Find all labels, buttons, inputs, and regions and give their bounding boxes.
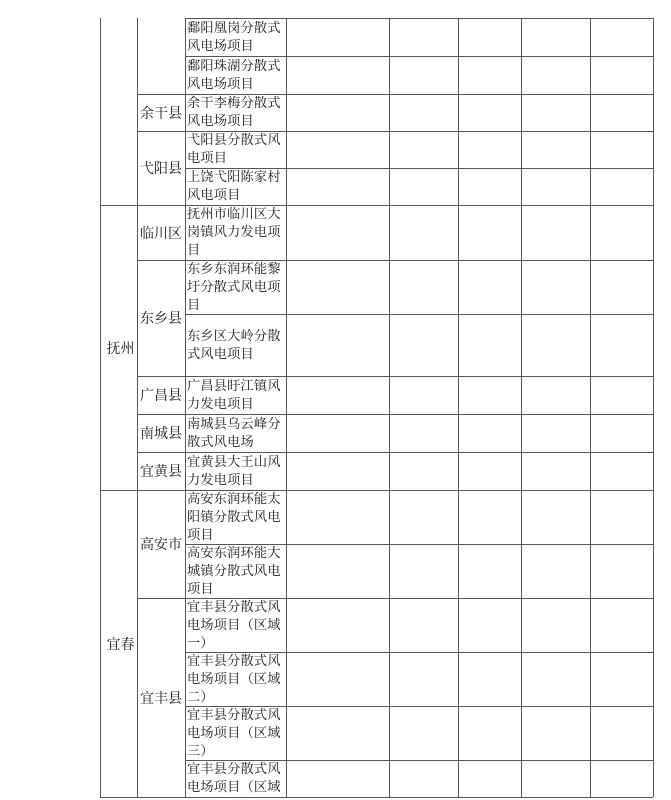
project-cell — [185, 376, 286, 414]
empty-cell — [286, 598, 389, 652]
project-name: 东乡东润环能黎圩分散式风电项目 — [187, 261, 281, 313]
county-cell — [137, 94, 185, 131]
county-cell — [137, 452, 185, 490]
county-name: 广昌县 — [140, 388, 182, 404]
project-name: 高安东润环能大城镇分散式风电项目 — [187, 545, 281, 597]
project-name: 南城县乌云峰分散式风电场 — [187, 416, 281, 450]
empty-cell — [521, 706, 590, 760]
project-cell — [185, 168, 286, 205]
empty-cell — [521, 598, 590, 652]
county-name: 宜丰县 — [140, 690, 182, 707]
empty-cell — [286, 414, 389, 452]
project-name: 宜黄县大王山风力发电项目 — [187, 454, 281, 488]
empty-cell — [286, 376, 389, 414]
empty-cell — [458, 18, 521, 56]
column-rule — [100, 18, 101, 797]
empty-cell — [389, 18, 458, 56]
empty-cell — [458, 260, 521, 314]
empty-cell — [521, 94, 590, 131]
project-name: 抚州市临川区大岗镇风力发电项目 — [187, 207, 281, 258]
project-cell — [185, 706, 286, 760]
county-cell — [137, 18, 185, 94]
project-cell — [185, 314, 286, 376]
column-rule — [389, 18, 390, 797]
project-name: 宜丰县分散式风电场项目（区域 — [187, 762, 281, 795]
project-cell — [185, 452, 286, 490]
empty-cell — [521, 18, 590, 56]
project-name: 高安东润环能太阳镇分散式风电项目 — [187, 491, 281, 543]
city-cell — [100, 205, 137, 490]
row-rule — [100, 205, 137, 206]
county-name: 东乡县 — [140, 311, 182, 327]
empty-cell — [521, 56, 590, 94]
empty-cell — [286, 168, 389, 205]
empty-cell — [458, 56, 521, 94]
empty-cell — [389, 598, 458, 652]
project-cell — [185, 131, 286, 168]
empty-cell — [521, 414, 590, 452]
project-name: 东乡区大岭分散式风电项目 — [187, 328, 281, 362]
empty-cell — [521, 260, 590, 314]
empty-cell — [389, 260, 458, 314]
empty-cell — [286, 56, 389, 94]
project-cell — [185, 760, 286, 797]
empty-cell — [389, 652, 458, 706]
empty-cell — [389, 376, 458, 414]
empty-cell — [521, 452, 590, 490]
column-rule — [590, 18, 591, 797]
project-cell — [185, 18, 286, 56]
project-name: 宜丰县分散式风电场项目（区域三） — [187, 707, 281, 759]
empty-cell — [286, 490, 389, 544]
empty-cell — [389, 544, 458, 598]
project-name: 宜丰县分散式风电场项目（区域一） — [187, 599, 281, 651]
empty-cell — [389, 168, 458, 205]
empty-cell — [286, 652, 389, 706]
empty-cell — [458, 706, 521, 760]
empty-cell — [286, 544, 389, 598]
county-cell — [137, 260, 185, 376]
county-name: 高安市 — [140, 537, 182, 553]
county-name: 宜黄县 — [140, 464, 182, 480]
project-cell — [185, 598, 286, 652]
project-cell — [185, 205, 286, 260]
empty-cell — [521, 168, 590, 205]
empty-cell — [458, 131, 521, 168]
project-cell — [185, 56, 286, 94]
empty-cell — [458, 652, 521, 706]
column-rule — [458, 18, 459, 797]
column-rule — [653, 18, 654, 797]
empty-cell — [521, 131, 590, 168]
empty-cell — [458, 376, 521, 414]
county-name: 南城县 — [140, 426, 182, 442]
empty-cell — [458, 94, 521, 131]
empty-cell — [286, 18, 389, 56]
empty-cell — [389, 452, 458, 490]
city-name: 抚州 — [106, 340, 135, 357]
empty-cell — [286, 205, 389, 260]
project-cell — [185, 490, 286, 544]
empty-cell — [389, 56, 458, 94]
column-rule — [137, 18, 138, 797]
project-cell — [185, 544, 286, 598]
county-cell — [137, 414, 185, 452]
empty-cell — [521, 544, 590, 598]
row-rule — [185, 18, 653, 19]
empty-cell — [286, 260, 389, 314]
empty-cell — [389, 414, 458, 452]
empty-cell — [286, 760, 389, 797]
city-cell — [100, 18, 137, 205]
project-name: 上饶弋阳陈家村风电项目 — [187, 170, 281, 203]
county-cell — [137, 598, 185, 797]
empty-cell — [458, 760, 521, 797]
empty-cell — [286, 131, 389, 168]
row-rule — [100, 490, 137, 491]
county-cell — [137, 490, 185, 598]
project-cell — [185, 94, 286, 131]
empty-cell — [458, 490, 521, 544]
project-cell — [185, 652, 286, 706]
empty-cell — [521, 314, 590, 376]
project-name: 弋阳县分散式风电项目 — [187, 133, 281, 166]
city-name: 宜春 — [106, 636, 135, 653]
city-cell — [100, 490, 137, 797]
empty-cell — [458, 205, 521, 260]
empty-cell — [521, 760, 590, 797]
empty-cell — [458, 452, 521, 490]
county-cell — [137, 131, 185, 205]
column-rule — [185, 18, 186, 797]
column-rule — [286, 18, 287, 797]
empty-cell — [286, 706, 389, 760]
column-rule — [521, 18, 522, 797]
empty-cell — [389, 314, 458, 376]
empty-cell — [286, 452, 389, 490]
empty-cell — [389, 131, 458, 168]
empty-cell — [458, 598, 521, 652]
county-cell — [137, 205, 185, 260]
row-rule — [100, 797, 653, 798]
project-cell — [185, 260, 286, 314]
project-cell — [185, 414, 286, 452]
empty-cell — [521, 376, 590, 414]
empty-cell — [389, 205, 458, 260]
empty-cell — [286, 94, 389, 131]
empty-cell — [458, 314, 521, 376]
empty-cell — [458, 168, 521, 205]
empty-cell — [458, 414, 521, 452]
county-cell — [137, 376, 185, 414]
empty-cell — [389, 706, 458, 760]
project-name: 广昌县盱江镇风力发电项目 — [187, 378, 281, 412]
empty-cell — [458, 544, 521, 598]
project-name: 余干李梅分散式风电场项目 — [187, 96, 281, 129]
empty-cell — [389, 490, 458, 544]
county-name: 弋阳县 — [140, 161, 182, 177]
empty-cell — [521, 652, 590, 706]
empty-cell — [286, 314, 389, 376]
county-name: 临川区 — [140, 225, 182, 242]
project-name: 宜丰县分散式风电场项目（区域二） — [187, 653, 281, 705]
project-name: 鄱阳珠湖分散式风电场项目 — [187, 58, 281, 92]
project-name: 鄱阳凰岗分散式风电场项目 — [187, 20, 281, 54]
empty-cell — [521, 490, 590, 544]
empty-cell — [389, 760, 458, 797]
empty-cell — [389, 94, 458, 131]
county-name: 余干县 — [140, 105, 182, 122]
empty-cell — [521, 205, 590, 260]
